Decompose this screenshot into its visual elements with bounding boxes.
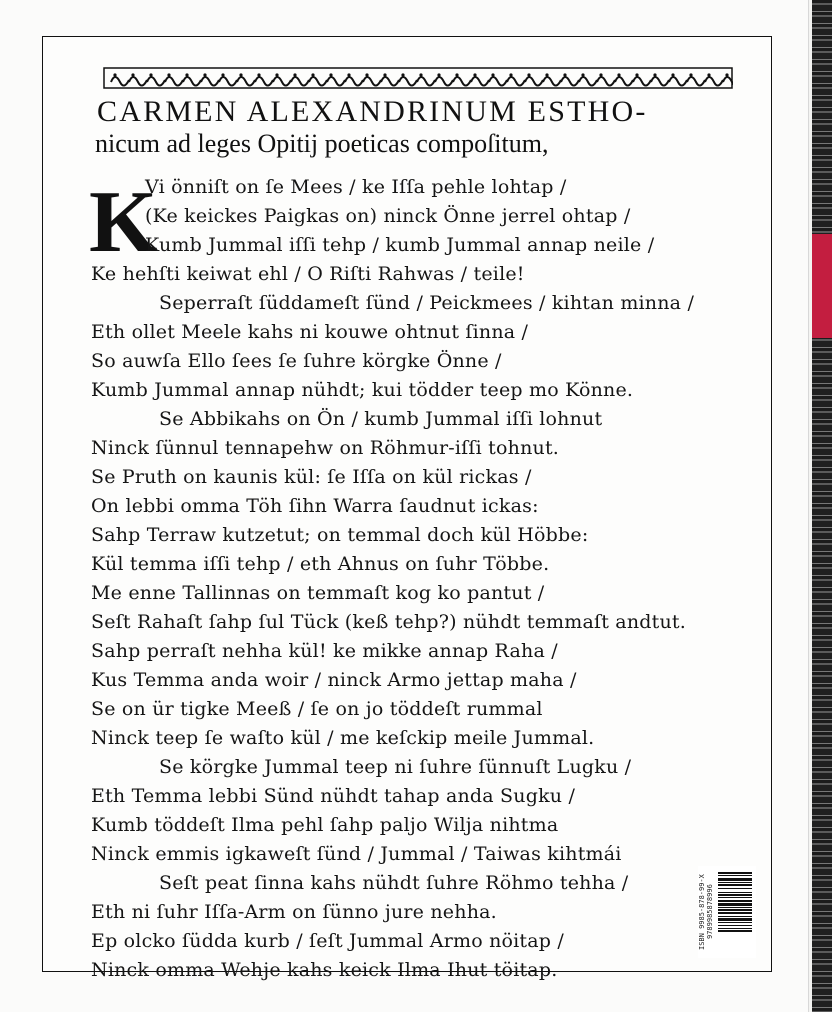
poem-line: Seſt Rahaſt ſahp ſul Tück (keß tehp?) nühdt temmaſt andtut. (91, 611, 686, 633)
poem-line: Se on ür tigke Meeß / ſe on jo töddeſt rummal (91, 698, 543, 720)
poem-line: Kumb Jummal annap nühdt; kui tödder teep mo Könne. (91, 379, 634, 401)
poem-line: Ninck ſünnul tennapehw on Röhmur-iſſi tohnut. (91, 437, 560, 459)
poem-line: Sahp perraſt nehha kül! ke mikke annap Raha / (91, 640, 558, 662)
poem-line: Kus Temma anda woir / ninck Armo jettap maha / (91, 669, 577, 691)
isbn-text: ISBN 9985-878-99-X (698, 874, 706, 950)
title-line-1: CARMEN ALEXANDRINUM ESTHO- (97, 95, 648, 128)
side-strip (812, 0, 832, 1012)
poem-line: Eth ollet Meele kahs ni kouwe ohtnut ſinna / (91, 321, 529, 343)
poem-line: Sahp Terraw kutzetut; on temmal doch kül Höbbe: (91, 524, 589, 546)
page-frame (42, 36, 772, 981)
poem-line: Me enne Tallinnas on temmaſt kog ko pantut / (91, 582, 545, 604)
poem-line: So auwſa Ello ſees ſe ſuhre körgke Önne / (91, 350, 502, 372)
drop-cap: K (89, 174, 158, 271)
poem-line: Ninck teep ſe waſto kül / me keſckip meile Jummal. (91, 727, 595, 749)
poem-line: Ep olcko ſüdda kurb / ſeſt Jummal Armo nöitap / (91, 930, 564, 952)
poem-line: Ninck emmis igkaweſt ſünd / Jummal / Taiwas kihtmái (91, 843, 622, 865)
poem-line: Seperraſt ſüddameſt ſünd / Peickmees / kihtan minna / (159, 292, 695, 314)
poem-line: Se körgke Jummal teep ni ſuhre ſünnuſt Lugku / (159, 756, 632, 778)
ornament-border (103, 67, 733, 89)
barcode-icon (718, 872, 752, 954)
poem-line: (Ke keickes Paigkas on) ninck Önne jerrel ohtap / (145, 205, 631, 227)
poem-line: Kumb Jummal iſſi tehp / kumb Jummal annap neile / (145, 234, 655, 256)
poem-line: Ke hehſti keiwat ehl / O Riſti Rahwas / teile! (91, 263, 525, 285)
isbn-digits: 9789985878996 (706, 884, 714, 940)
red-band (812, 234, 832, 338)
title-line-2: nicum ad leges Opitij poeticas compoſitum, (95, 129, 549, 158)
poem-line: Se Pruth on kaunis kül: ſe Iſſa on kül rickas / (91, 466, 532, 488)
poem-line: On lebbi omma Töh ſihn Warra ſaudnut ickas: (91, 495, 539, 517)
poem-line: Vi önniſt on ſe Mees / ke Iſſa pehle lohtap / (145, 176, 567, 198)
poem-line: Seſt peat ſinna kahs nühdt ſuhre Röhmo tehha / (159, 872, 629, 894)
poem-line: Se Abbikahs on Ön / kumb Jummal iſſi lohnut (159, 408, 603, 430)
poem-line: Ninck omma Wehje kahs keick Ilma Ihut töitap. (91, 959, 558, 981)
poem-line: Eth ni ſuhr Iſſa-Arm on ſünno jure nehha. (91, 901, 497, 923)
poem-line: Eth Temma lebbi Sünd nühdt tahap anda Sugku / (91, 785, 576, 807)
poem-line: Kumb töddeſt Ilma pehl ſahp paljo Wilja nihtma (91, 814, 559, 836)
poem-line: Kül temma iſſi tehp / eth Ahnus on ſuhr Többe. (91, 553, 550, 575)
isbn-barcode-label (698, 866, 756, 958)
